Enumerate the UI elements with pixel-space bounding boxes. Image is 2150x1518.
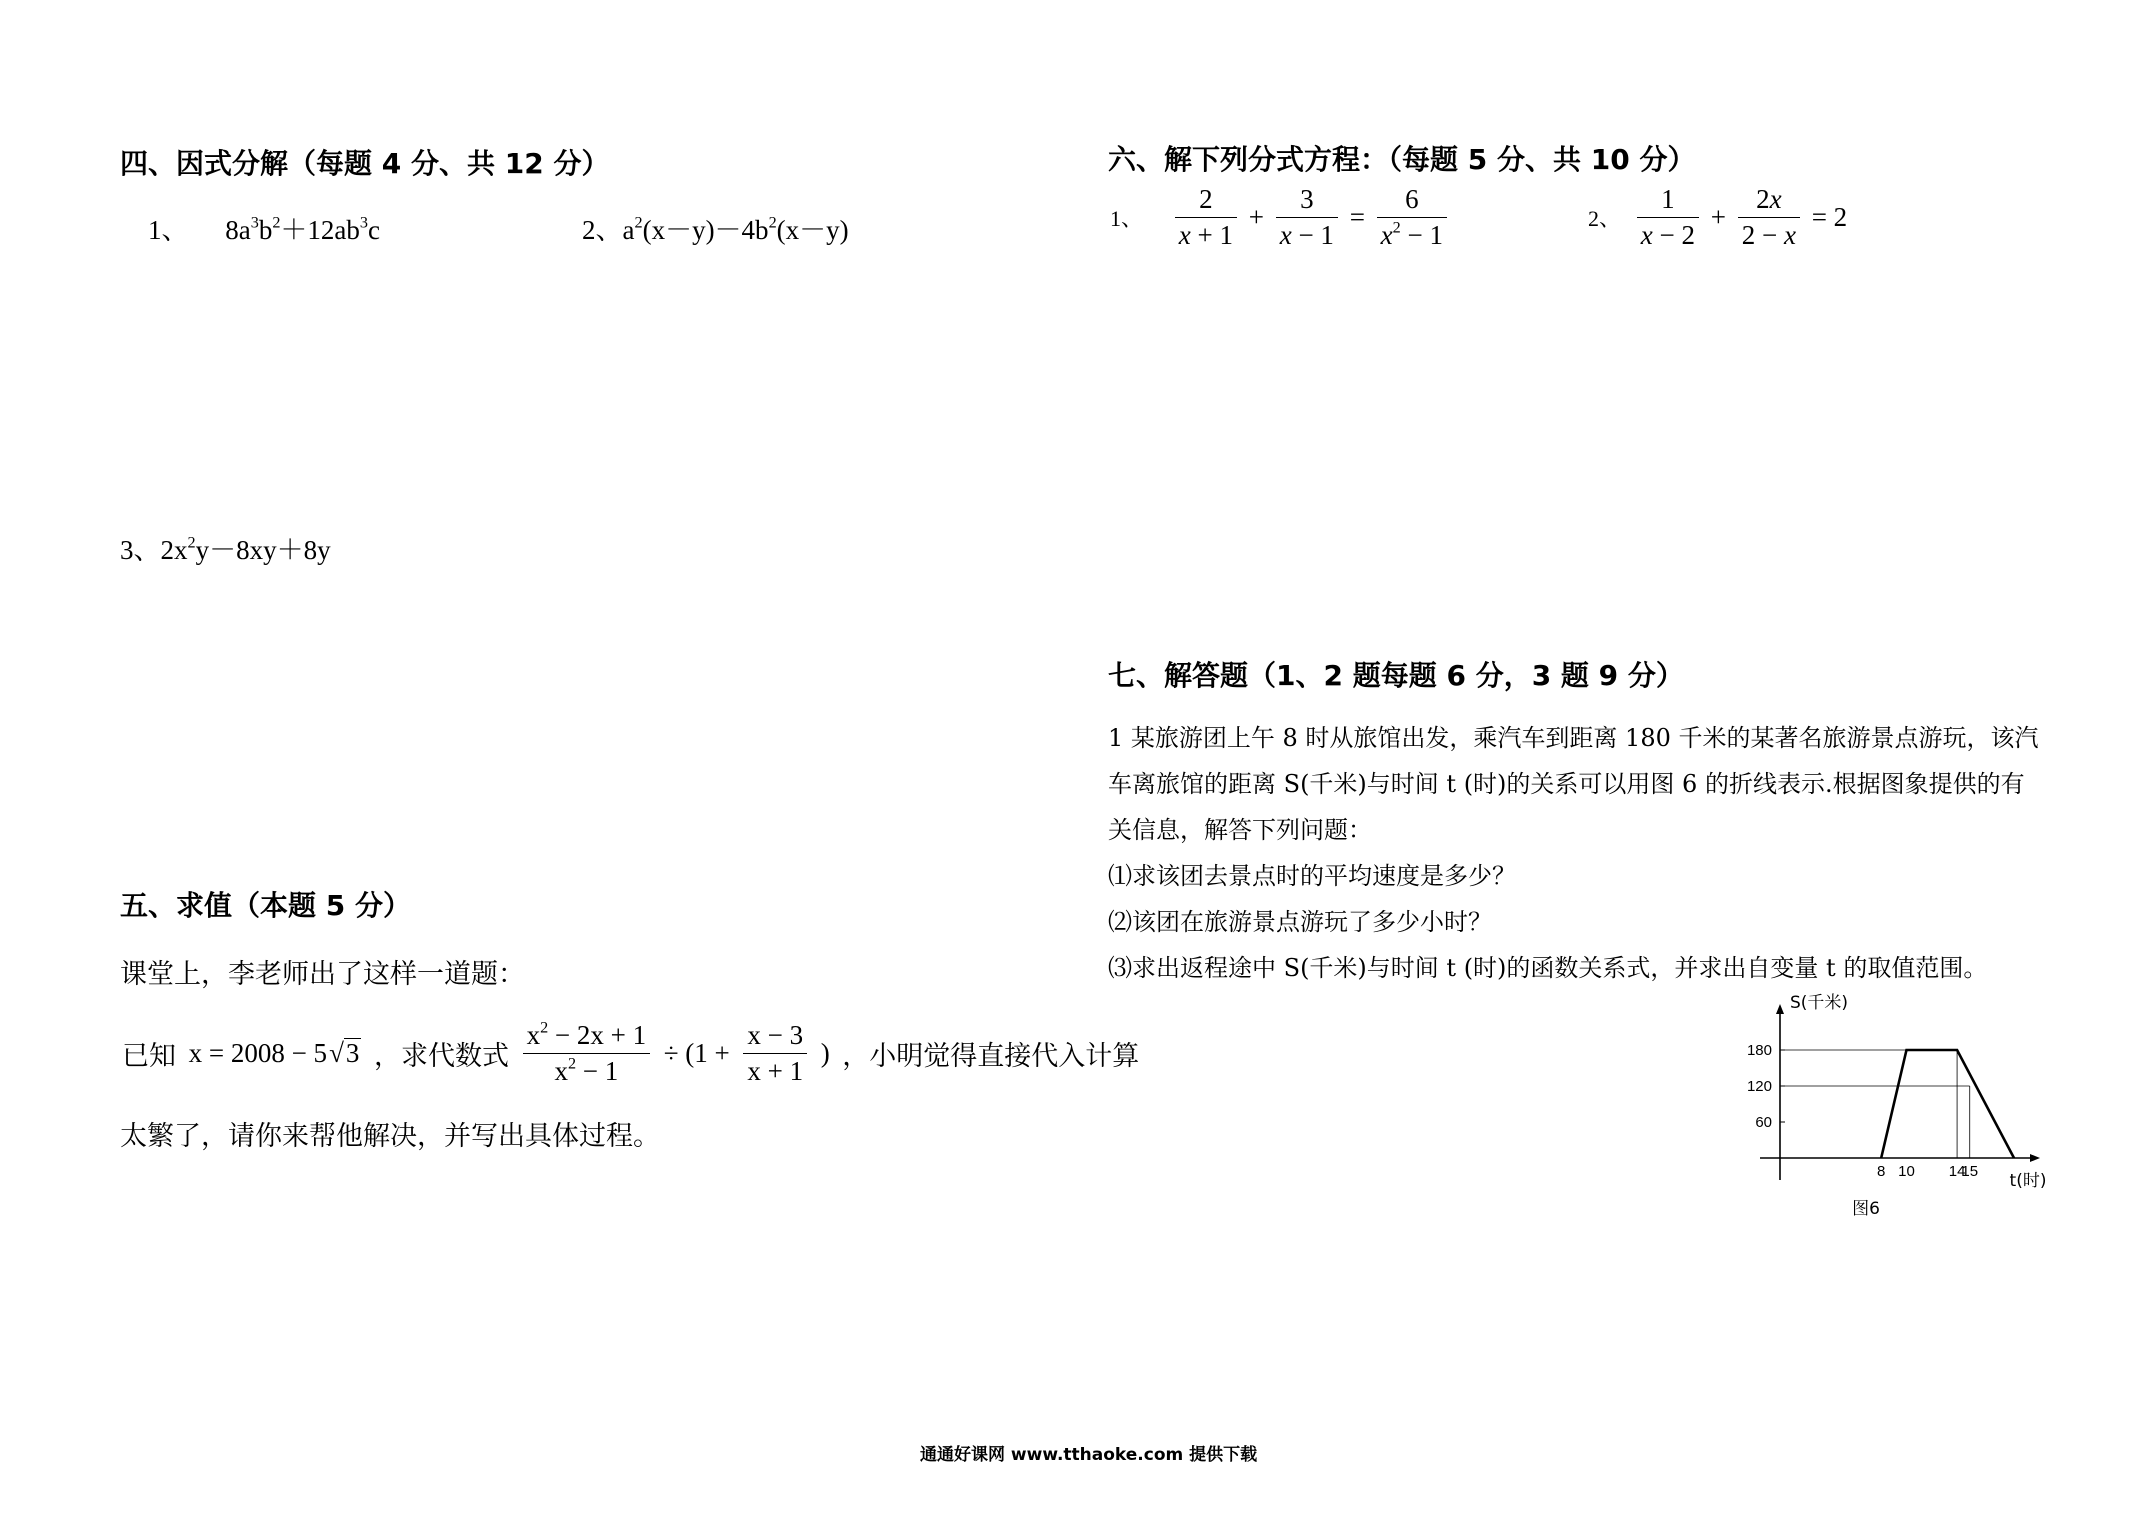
factor-problem-2 [582, 208, 849, 247]
tail-label: ，小明觉得直接代入计算 [842, 1041, 1140, 1073]
y-tick-label-180: 180 [1746, 1042, 1772, 1059]
division-sign: ÷ (1 + [663, 1038, 730, 1069]
expression: $2x^2y-8xy+8y$ [160, 533, 331, 565]
footer-credit: 通通好课网 www.tthaoke.com 提供下载 [920, 1445, 1258, 1465]
x-tick-label-15: 15 [1961, 1163, 1979, 1180]
section-4-title: 四、因式分解（每题 4 分、共 12 分） [120, 147, 610, 180]
problem-number: 2、 [1588, 206, 1622, 232]
problem-number: 1、 [1110, 206, 1144, 232]
expression: $8a^3b^2+12ab^3c$ [225, 213, 380, 245]
y-tick-label-60: 60 [1755, 1114, 1772, 1131]
section-7-sub-3: ⑶求出返程途中 S(千米)与时间 t (时)的函数关系式，并求出自变量 t 的取值范围。 [1108, 954, 1988, 982]
section-5-problem: 已知 x = 2008 − 5√3 ，求代数式 $\frac{x^2 - 2x + 1}{x^2 - 1}$ ÷ (1 + $\frac{x - 3}{x + 1}$ ) ，小明觉得直接代入计算 [122, 1018, 1140, 1087]
section-7-para-1: 1 某旅游团上午 8 时从旅馆出发，乘汽车到距离 180 千米的某著名旅游景点游玩，该汽 [1108, 724, 2039, 752]
x-axis-arrow [2030, 1154, 2040, 1162]
y-tick-label-120: 120 [1746, 1078, 1772, 1095]
fraction-inner: $\frac{x - 3}{x + 1}$ [743, 1020, 807, 1087]
problem-number: 1、 [148, 215, 189, 245]
given-expression: x = 2008 − 5√3 [188, 1038, 360, 1069]
problem-number: 2、 [582, 215, 623, 245]
section-5-title: 五、求值（本题 5 分） [120, 889, 411, 922]
factor-problem-3 [120, 528, 331, 567]
ask-label: ，求代数式 [373, 1041, 509, 1073]
section-7-sub-2: ⑵该团在旅游景点游玩了多少小时？ [1108, 908, 1492, 936]
factor-problem-1 [148, 208, 380, 247]
expression: $a^2(x-y)-4b^2(x-y)$ [622, 213, 849, 245]
chart-caption: 图6 [1852, 1199, 1880, 1219]
y-axis-label: S(千米) [1790, 993, 1849, 1013]
x-tick-label-14: 14 [1948, 1163, 1966, 1180]
series-line-0 [1881, 1050, 2014, 1158]
x-tick-label-10: 10 [1898, 1163, 1915, 1180]
distance-time-chart [1730, 990, 2050, 1230]
section-5-intro: 课堂上，李老师出了这样一道题： [120, 959, 525, 990]
fraction-main: $\frac{x^2 - 2x + 1}{x^2 - 1}$ [523, 1020, 651, 1087]
section-7-para-2: 车离旅馆的距离 S(千米)与时间 t (时)的关系可以用图 6 的折线表示.根据图象提供的有 [1108, 770, 2025, 798]
equation-problem-2: 2、 $\frac{1}{x - 2}$ + $\frac{2x}{2 - x}$ = 2 [1588, 184, 1848, 251]
x-tick-label-8: 8 [1877, 1163, 1886, 1180]
section-7-para-3: 关信息，解答下列问题： [1108, 816, 1372, 844]
section-5-line3: 太繁了，请你来帮他解决，并写出具体过程。 [120, 1121, 660, 1152]
given-label: 已知 [122, 1041, 176, 1073]
section-6-title: 六、解下列分式方程：（每题 5 分、共 10 分） [1108, 143, 1696, 176]
problem-number: 3、 [120, 535, 161, 565]
equation-problem-1: 1、 $\frac{2}{x + 1}$ + $\frac{3}{x - 1}$ = $\frac{6}{x^2 - 1}$ [1108, 184, 1450, 251]
x-axis-label: t(时) [2009, 1171, 2047, 1191]
section-7-title: 七、解答题（1、2 题每题 6 分，3 题 9 分） [1108, 659, 1684, 692]
section-7-sub-1: ⑴求该团去景点时的平均速度是多少？ [1108, 862, 1516, 890]
y-axis-arrow [1776, 1004, 1784, 1014]
